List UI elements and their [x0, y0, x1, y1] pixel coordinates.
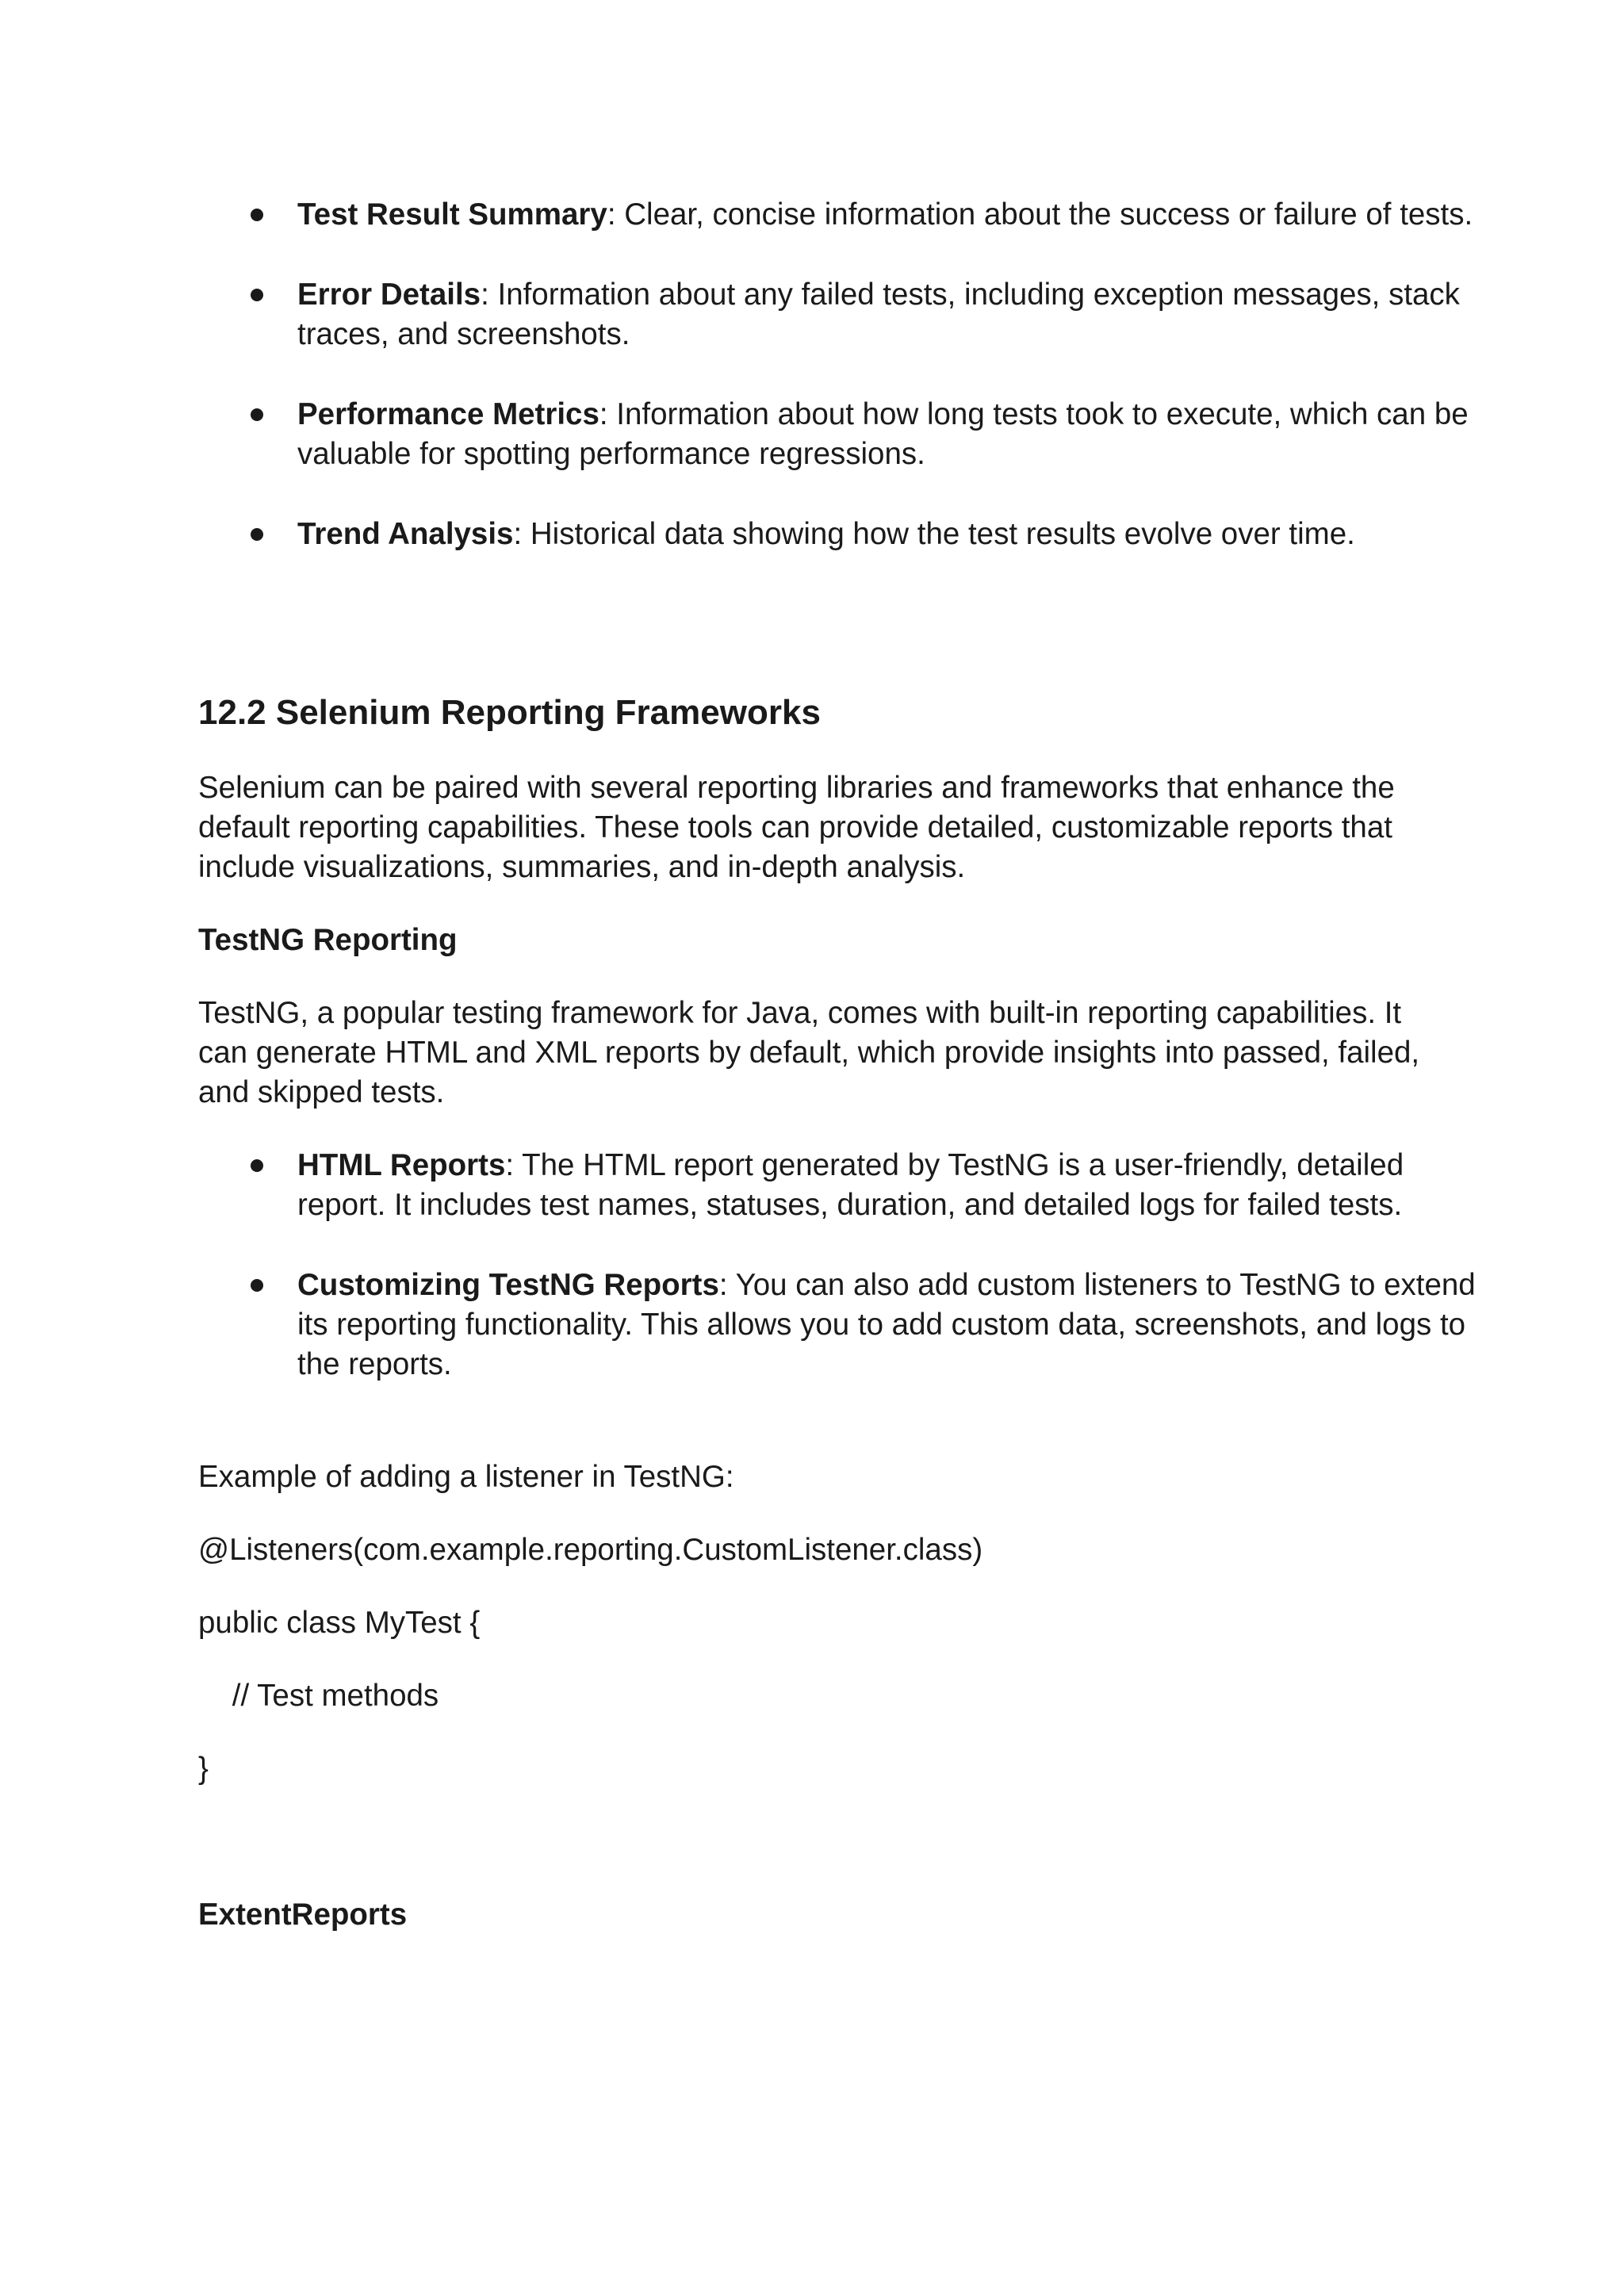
- list-item: [198, 195, 1487, 235]
- bullet-term: Performance Metrics: [297, 397, 599, 431]
- extentreports-heading: ExtentReports: [198, 1898, 408, 1932]
- bullet-text: : Historical data showing how the test results evolve over time.: [513, 517, 1355, 551]
- bullet-term: Trend Analysis: [297, 517, 514, 551]
- code-line: @Listeners(com.example.reporting.CustomListener.class): [198, 1533, 983, 1567]
- bullet-text: : The HTML report generated by TestNG is a user-friendly, detailed report. It includes test names, statuses, duration, and detailed logs for failed tests.: [297, 1148, 1404, 1222]
- bullet-text: : You can also add custom listeners to TestNG to extend its reporting functionality. This allows you to add custom data, screenshots, and logs to the reports.: [297, 1268, 1476, 1381]
- bullet-text: : Clear, concise information about the success or failure of tests.: [607, 197, 1473, 232]
- report-features-list: [198, 195, 1473, 554]
- list-item: [198, 1266, 1487, 1384]
- code-line: }: [198, 1752, 209, 1786]
- list-item: [198, 1146, 1487, 1225]
- bullet-text: : Information about any failed tests, including exception messages, stack traces, and screenshots.: [297, 278, 1460, 351]
- section-heading: 12.2 Selenium Reporting Frameworks: [198, 693, 821, 732]
- testng-intro: TestNG, a popular testing framework for Java, comes with built-in reporting capabilities. It can generate HTML and XML reports by default, which provide insights into passed, failed, and skipped tests.: [198, 996, 1420, 1109]
- section-intro: Selenium can be paired with several reporting libraries and frameworks that enhance the default reporting capabilities. These tools can provide detailed, customizable reports that include visualizations, summaries, and in-depth analysis.: [198, 771, 1395, 884]
- code-line: // Test methods: [198, 1679, 439, 1713]
- code-example: [198, 1530, 1435, 1789]
- bullet-term: Test Result Summary: [297, 197, 607, 232]
- document-page: [198, 182, 1476, 1935]
- bullet-icon: [251, 1279, 263, 1292]
- bullet-term: Customizing TestNG Reports: [297, 1268, 719, 1302]
- bullet-term: Error Details: [297, 278, 481, 312]
- bullet-icon: [251, 209, 263, 221]
- bullet-icon: [251, 1159, 263, 1172]
- bullet-term: HTML Reports: [297, 1148, 506, 1182]
- code-line: public class MyTest {: [198, 1606, 481, 1640]
- example-label: Example of adding a listener in TestNG:: [198, 1460, 734, 1494]
- bullet-icon: [251, 528, 263, 541]
- bullet-text: : Information about how long tests took to execute, which can be valuable for spotting performance regressions.: [297, 397, 1469, 471]
- list-item: [198, 395, 1519, 474]
- list-item: [198, 515, 1519, 554]
- bullet-icon: [251, 408, 263, 421]
- testng-heading: TestNG Reporting: [198, 923, 458, 957]
- list-item: [198, 275, 1487, 354]
- testng-features-list: [198, 1146, 1476, 1384]
- bullet-icon: [251, 289, 263, 301]
